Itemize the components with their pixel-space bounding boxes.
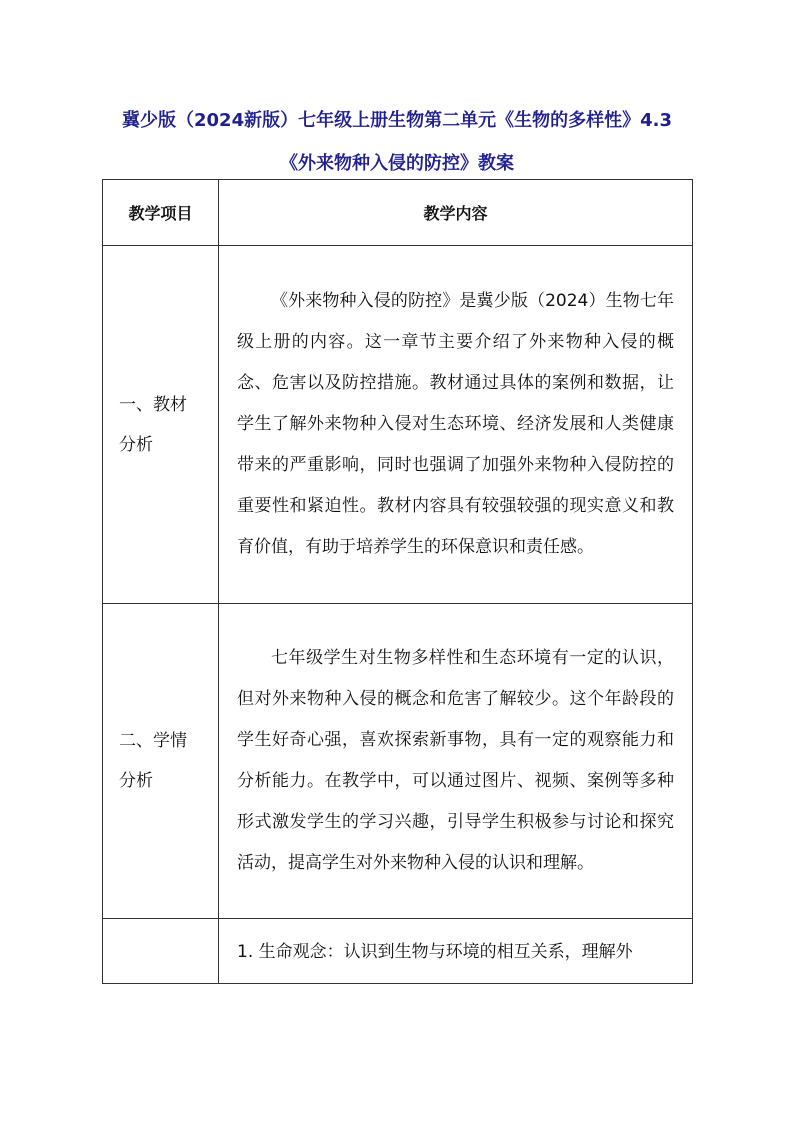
row-content-cell: [219, 919, 693, 984]
row-content-cell: [219, 604, 693, 919]
objectives-text: 1. 生命观念：认识到生物与环境的相互关系，理解外: [237, 941, 633, 962]
document-title-line-2: 《外来物种入侵的防控》教案: [280, 153, 514, 174]
textbook-analysis-text: 《外来物种入侵的防控》是冀少版（2024）生物七年级上册的内容。这一章节主要介绍了外来物种入侵的概念、危害以及防控措施。教材通过具体的案例和数据，让学生了解外来物种入侵对生态环境、经济发展和人类健康带来的严重影响，同时也强调了加强外来物种入侵防控的重要性和紧迫性。教材内容具有较强较强的现实意义和教育价值，有助于培养学生的环保意识和责任感。: [237, 291, 674, 557]
row-label-line-1: 二、学情: [119, 731, 187, 751]
student-analysis-text: 七年级学生对生物多样性和生态环境有一定的认识，但对外来物种入侵的概念和危害了解较少。这个年龄段的学生好奇心强，喜欢探索新事物，具有一定的观察能力和分析能力。在教学中，可以通过图片、视频、案例等多种形式激发学生的学习兴趣，引导学生积极参与讨论和探究活动，提高学生对外来物种入侵的认识和理解。: [237, 648, 674, 873]
table-header-row: [103, 180, 693, 246]
table-row: [103, 604, 693, 919]
row-content-cell: [219, 246, 693, 604]
table-row: [103, 246, 693, 604]
table-row: [103, 919, 693, 984]
row-label-line-1: 一、教材: [119, 394, 187, 415]
row-label-line-2: 分析: [119, 434, 153, 455]
lesson-plan-table: [102, 179, 693, 984]
row-label-cell: [103, 246, 219, 604]
row-label-cell: [103, 604, 219, 919]
row-label-line-2: 分析: [119, 771, 153, 791]
header-teaching-content: 教学内容: [219, 180, 693, 246]
header-teaching-item: 教学项目: [103, 180, 219, 246]
document-title-line-1: 冀少版（2024新版）七年级上册生物第二单元《生物的多样性》4.3: [122, 110, 672, 131]
row-label-cell: [103, 919, 219, 984]
